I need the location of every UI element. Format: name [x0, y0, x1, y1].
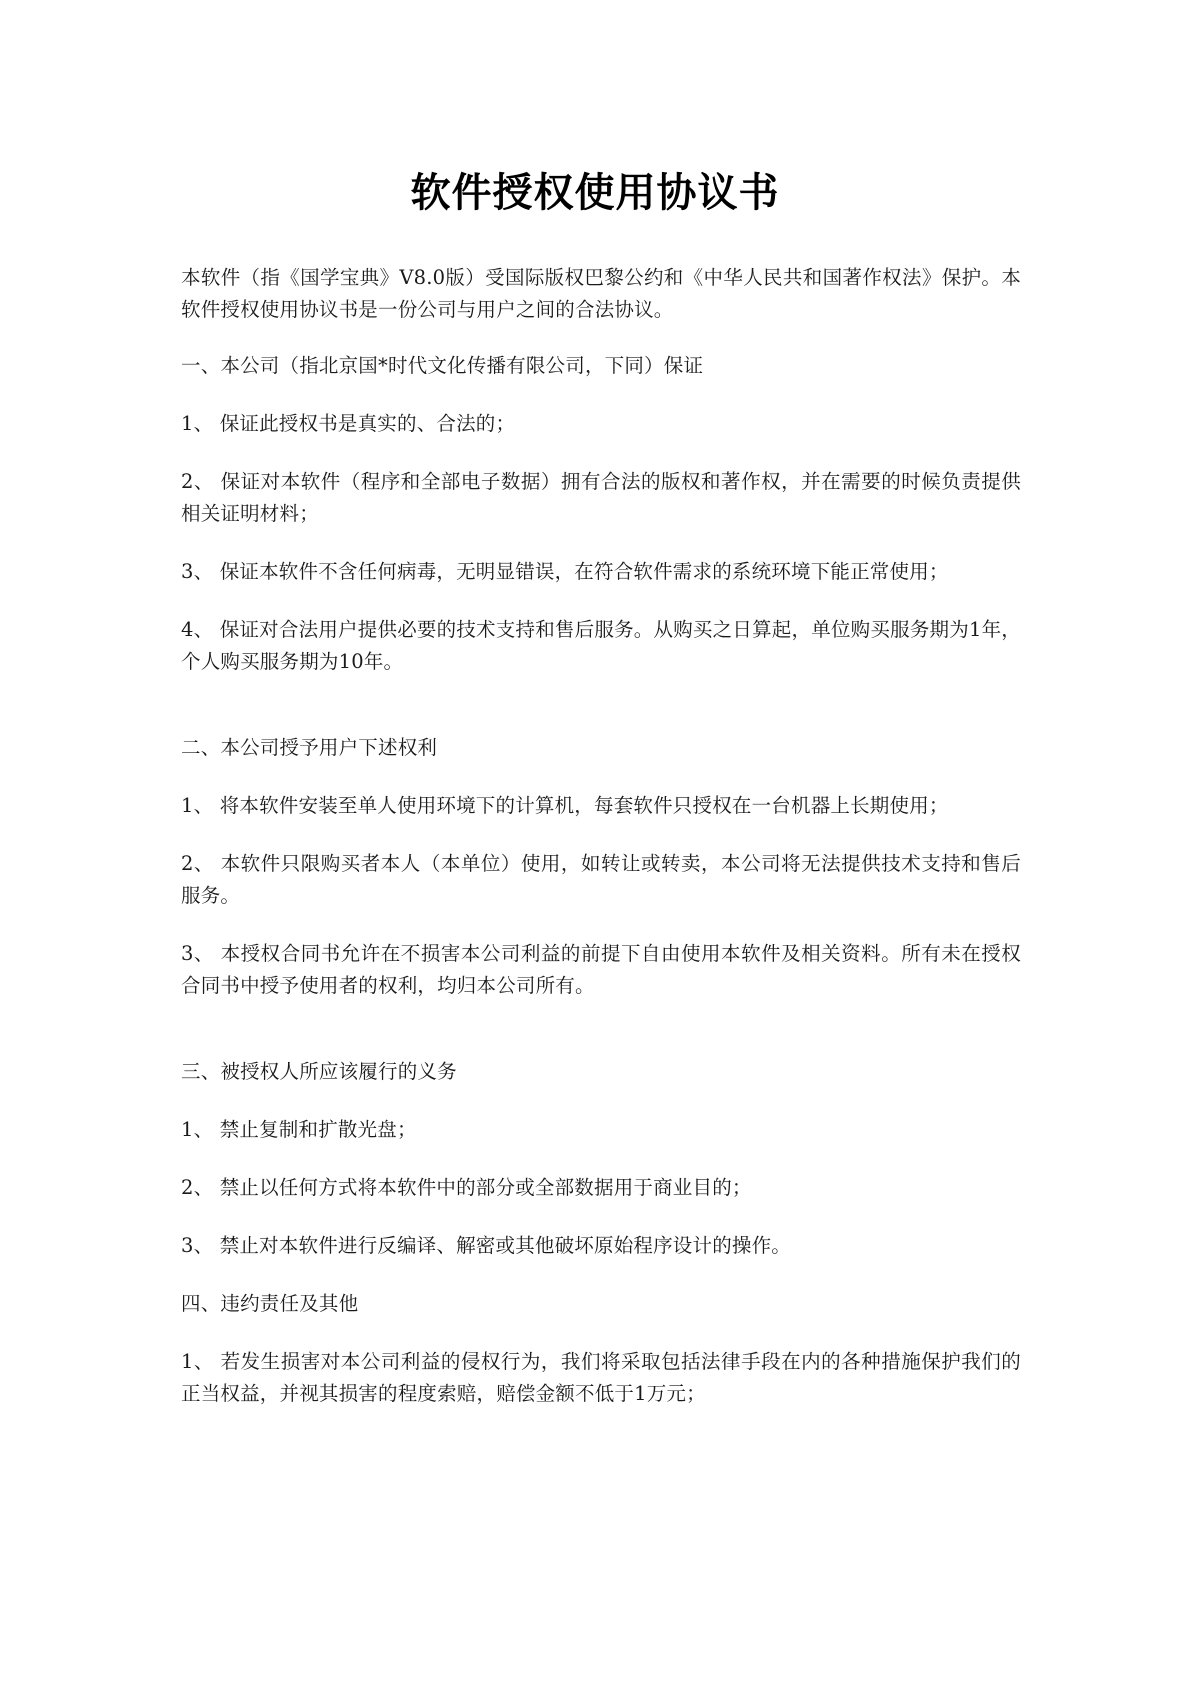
section-1-item-1: 1、 保证此授权书是真实的、合法的； [181, 412, 516, 435]
section-3-heading: 三、被授权人所应该履行的义务 [181, 1060, 457, 1083]
intro-paragraph: 本软件（指《国学宝典》V8.0版）受国际版权巴黎公约和《中华人民共和国著作权法》保护。本软件授权使用协议书是一份公司与用户之间的合法协议。 [181, 266, 1021, 321]
section-1-item-3: 3、 保证本软件不含任何病毒，无明显错误，在符合软件需求的系统环境下能正常使用； [181, 560, 949, 583]
section-2-heading: 二、本公司授予用户下述权利 [181, 736, 438, 759]
section-3-item-2: 2、 禁止以任何方式将本软件中的部分或全部数据用于商业目的； [181, 1176, 752, 1199]
section-3-item-3: 3、 禁止对本软件进行反编译、解密或其他破坏原始程序设计的操作。 [181, 1234, 792, 1257]
section-4-item-1: 1、 若发生损害对本公司利益的侵权行为，我们将采取包括法律手段在内的各种措施保护我们的正当权益，并视其损害的程度索赔，赔偿金额不低于1万元； [181, 1350, 1021, 1405]
section-2-item-3: 3、 本授权合同书允许在不损害本公司利益的前提下自由使用本软件及相关资料。所有未在授权合同书中授予使用者的权利，均归本公司所有。 [181, 942, 1021, 997]
section-2-item-2: 2、 本软件只限购买者本人（本单位）使用，如转让或转卖，本公司将无法提供技术支持和售后服务。 [181, 852, 1021, 907]
section-1-item-4: 4、 保证对合法用户提供必要的技术支持和售后服务。从购买之日算起，单位购买服务期为1年，个人购买服务期为10年。 [181, 618, 1021, 673]
section-1-heading: 一、本公司（指北京国*时代文化传播有限公司，下同）保证 [181, 354, 704, 377]
section-3-item-1: 1、 禁止复制和扩散光盘； [181, 1118, 417, 1141]
section-1-item-2: 2、 保证对本软件（程序和全部电子数据）拥有合法的版权和著作权，并在需要的时候负责提供相关证明材料； [181, 470, 1021, 525]
document-title: 软件授权使用协议书 [410, 170, 780, 216]
section-4-heading: 四、违约责任及其他 [181, 1292, 359, 1315]
section-2-item-1: 1、 将本软件安装至单人使用环境下的计算机，每套软件只授权在一台机器上长期使用； [181, 794, 949, 817]
